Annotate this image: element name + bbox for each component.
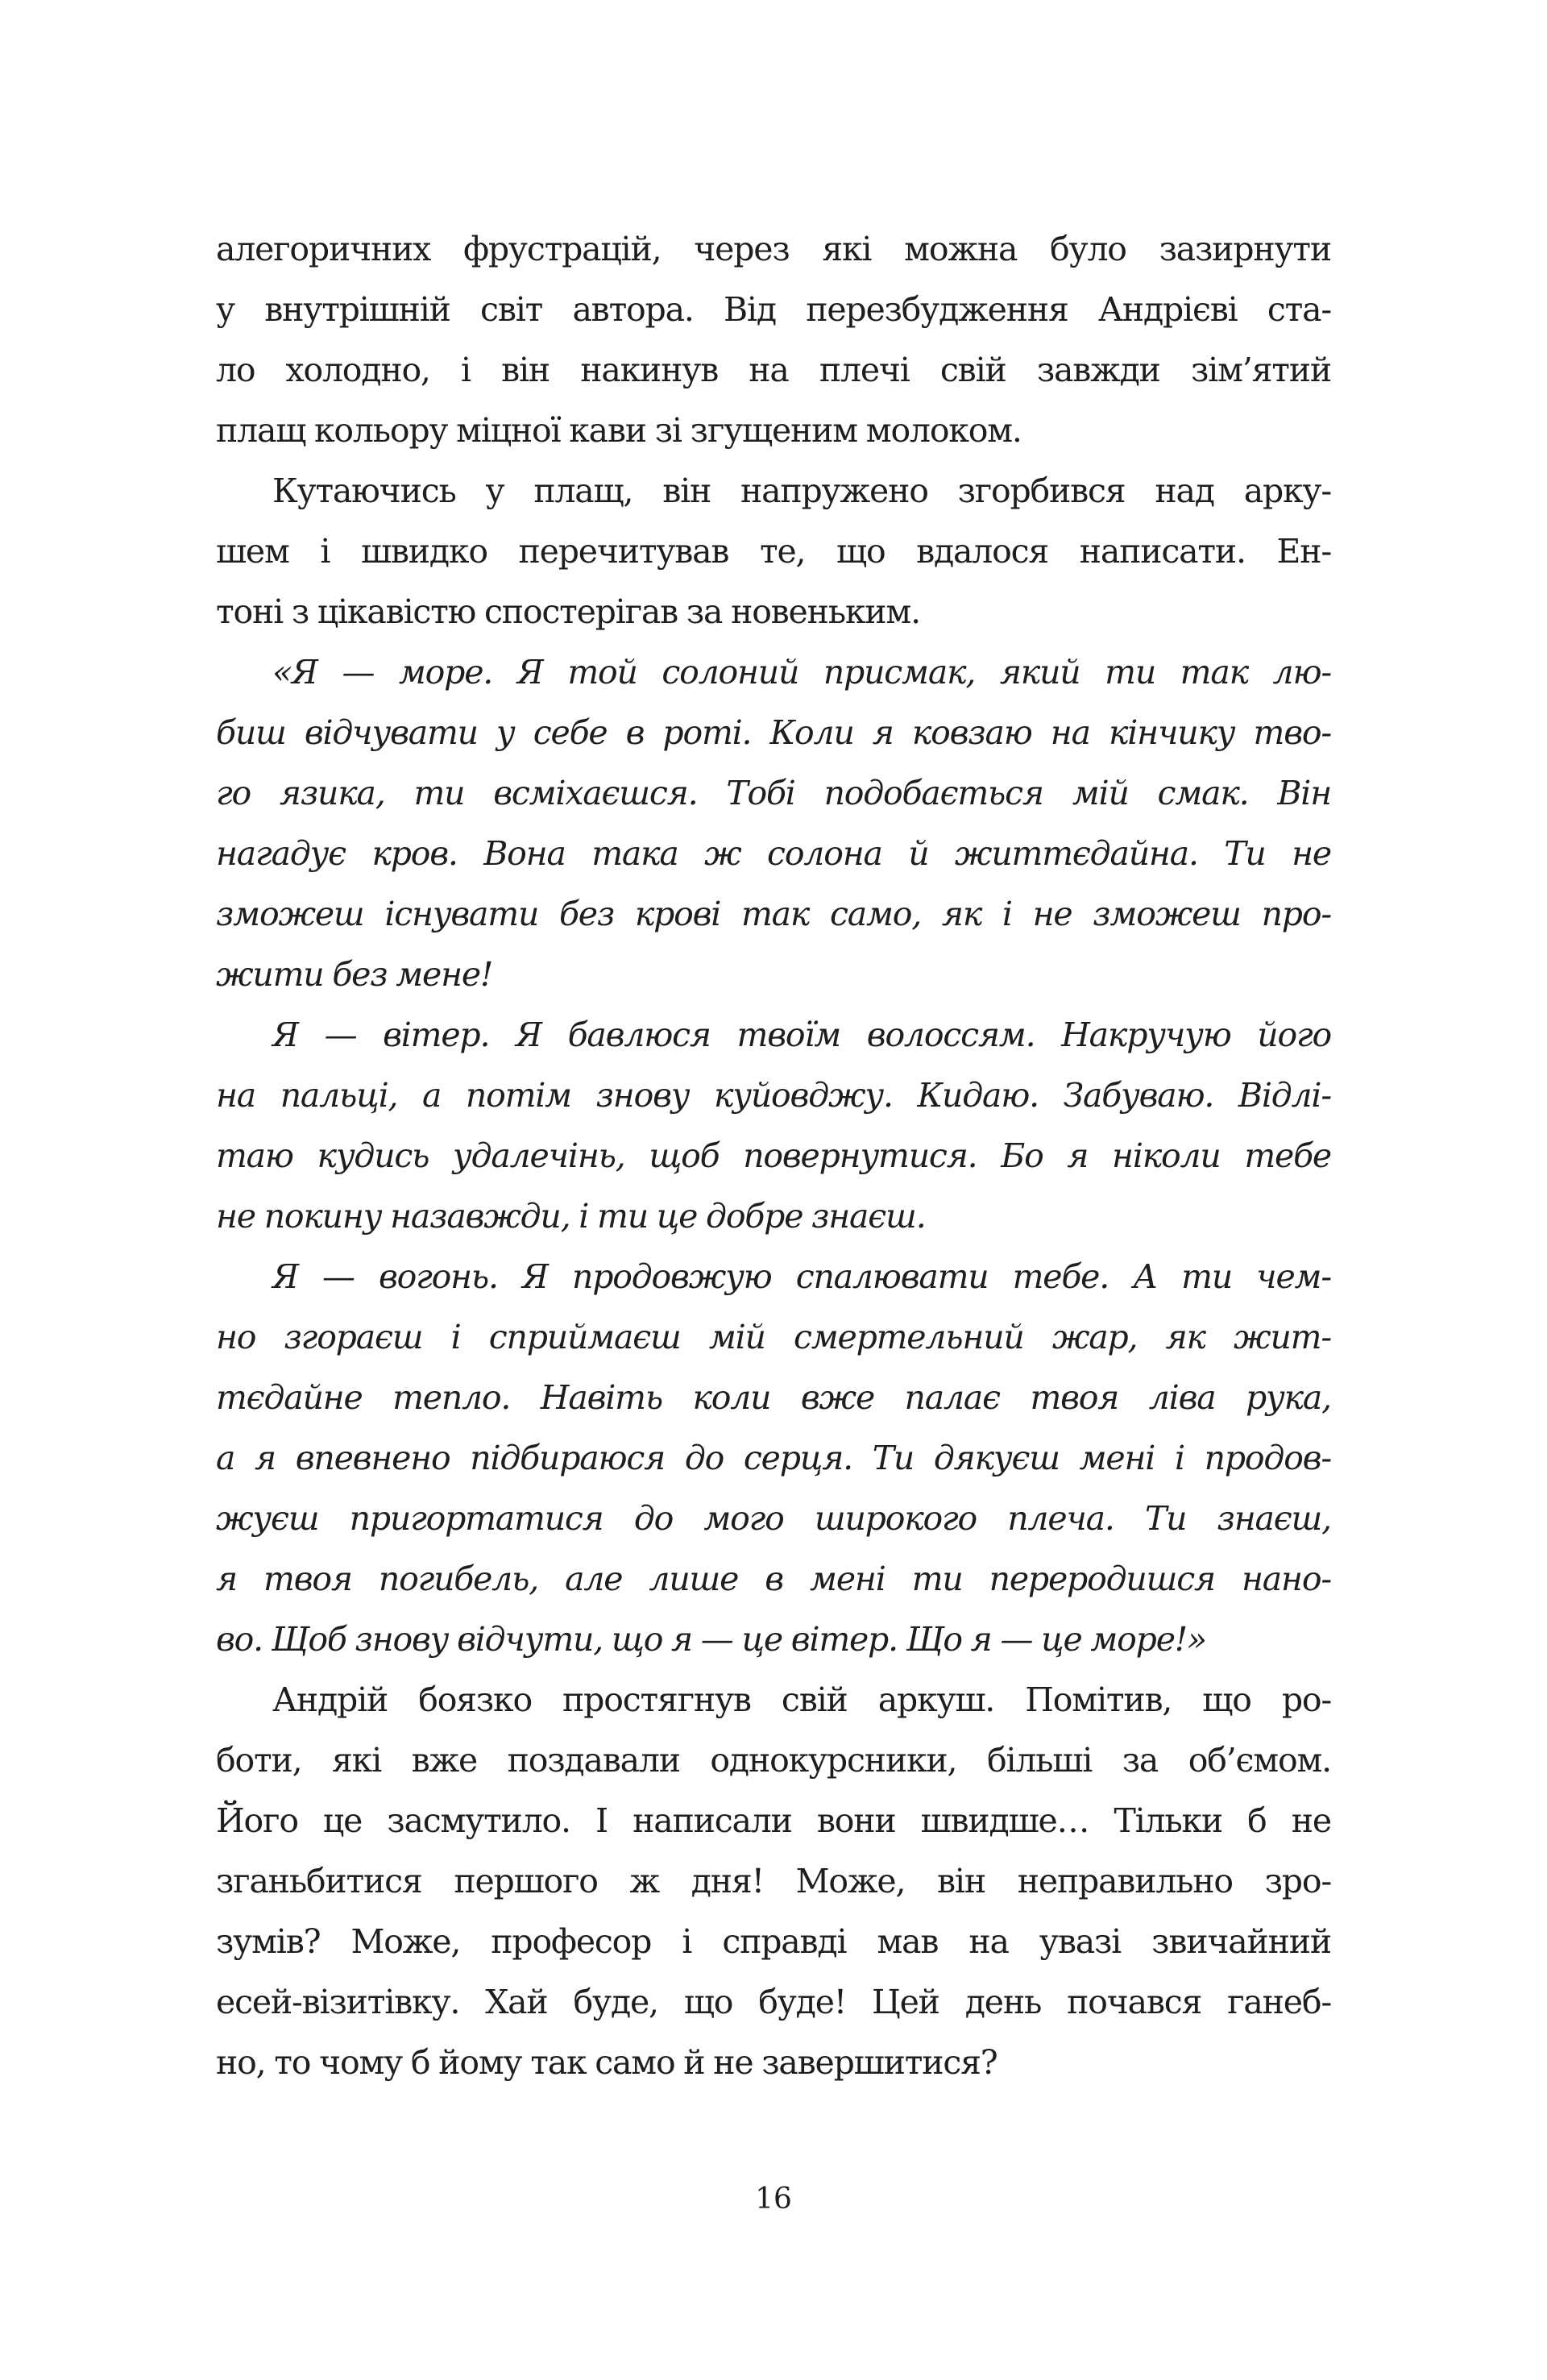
text-line: не покину назавжди, і ти це добре знаєш. xyxy=(216,1197,926,1236)
text-line: у внутрішній світ автора. Від перезбудження Андрієві ста- xyxy=(216,290,1331,329)
page-number: 16 xyxy=(755,2183,792,2216)
text-line: Андрій боязко простягнув свій аркуш. Помітив, що ро- xyxy=(272,1680,1331,1719)
text-line: жити без мене! xyxy=(216,955,493,994)
text-line: таю кудись удалечінь, щоб повернутися. Бо я ніколи тебе xyxy=(216,1136,1331,1175)
text-line: боти, які вже поздавали однокурсники, більші за об’ємом. xyxy=(216,1741,1331,1780)
paragraph-2 xyxy=(216,461,1331,642)
text-line: но згораєш і сприймаєш мій смертельний жар, як жит- xyxy=(216,1318,1331,1356)
text-line: тоні з цікавістю спостерігав за новеньким. xyxy=(216,592,920,631)
text-line: зможеш існувати без крові так само, як і не зможеш про- xyxy=(216,895,1331,933)
text-line: Я — вогонь. Я продовжую спалювати тебе. А ти чем- xyxy=(272,1257,1331,1296)
page-body xyxy=(216,219,1331,2093)
paragraph-poem-sea xyxy=(216,642,1331,1005)
text-line: плащ кольору міцної кави зі згущеним молоком. xyxy=(216,411,1022,450)
text-line: биш відчувати у себе в роті. Коли я ковзаю на кінчику тво- xyxy=(216,713,1331,752)
text-line: но, то чому б йому так само й не завершитися? xyxy=(216,2043,997,2082)
text-line: нагадує кров. Вона така ж солона й життєдайна. Ти не xyxy=(216,834,1331,873)
paragraph-poem-wind xyxy=(216,1005,1331,1247)
text-line: Кутаючись у плащ, він напружено згорбився над арку- xyxy=(272,471,1331,510)
text-line: есей-візитівку. Хай буде, що буде! Цей день почався ганеб- xyxy=(216,1983,1331,2021)
text-line: я твоя погибель, але лише в мені ти переродишся нано- xyxy=(216,1560,1331,1598)
text-line: жуєш пригортатися до мого широкого плеча. Ти знаєш, xyxy=(216,1499,1331,1538)
text-line: ло холодно, і він накинув на плечі свій завжди зім’ятий xyxy=(216,351,1331,389)
text-line: зумів? Може, професор і справді мав на увазі звичайний xyxy=(216,1922,1331,1961)
text-line: алегоричних фрустрацій, через які можна було зазирнути xyxy=(216,230,1331,268)
text-line: во. Щоб знову відчути, що я — це вітер. Що я — це море!» xyxy=(216,1620,1206,1659)
paragraph-6 xyxy=(216,1670,1331,2093)
text-line: зганьбитися першого ж дня! Може, він неправильно зро- xyxy=(216,1862,1331,1900)
paragraph-poem-fire xyxy=(216,1247,1331,1670)
text-line: тєдайне тепло. Навіть коли вже палає твоя ліва рука, xyxy=(216,1378,1331,1417)
text-line: Його це засмутило. І написали вони швидше… Тільки б не xyxy=(216,1801,1331,1840)
text-line: Я — вітер. Я бавлюся твоїм волоссям. Накручую його xyxy=(272,1016,1331,1054)
text-line: на пальці, а потім знову куйовджу. Кидаю. Забуваю. Відлі- xyxy=(216,1076,1331,1115)
paragraph-1 xyxy=(216,219,1331,461)
text-line: шем і швидко перечитував те, що вдалося написати. Ен- xyxy=(216,532,1331,571)
text-line: го язика, ти всміхаєшся. Тобі подобається мій смак. Він xyxy=(216,774,1331,812)
text-line: «Я — море. Я той солоний присмак, який ти так лю- xyxy=(272,653,1331,692)
text-line: а я впевнено підбираюся до серця. Ти дякуєш мені і продов- xyxy=(216,1439,1331,1477)
